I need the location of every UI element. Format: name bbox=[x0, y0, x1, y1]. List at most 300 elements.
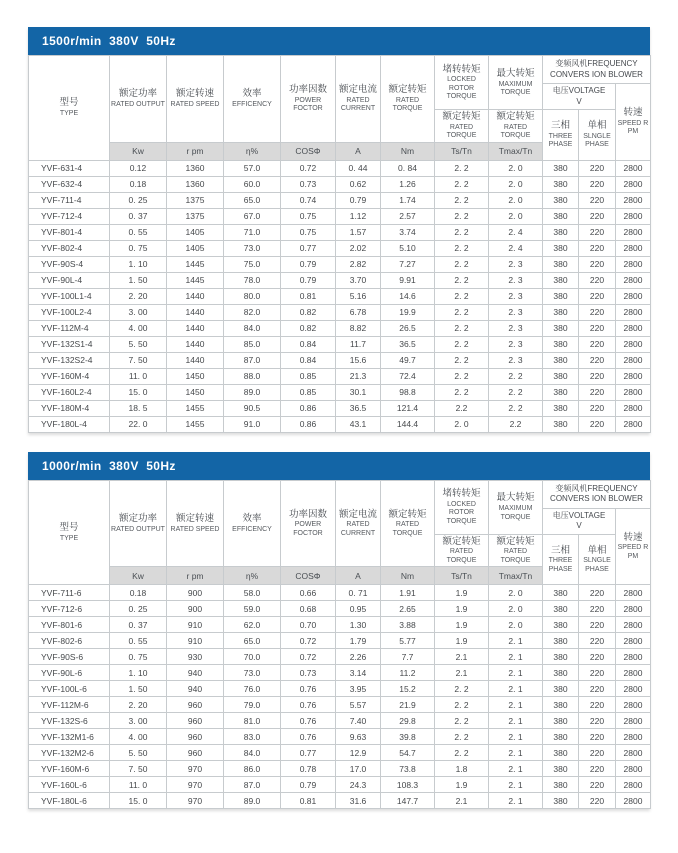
locked-sub-en: RATED TORQUE bbox=[446, 123, 477, 140]
cell-rated-output: 4. 00 bbox=[110, 729, 167, 745]
cell-power-factor: 0.81 bbox=[281, 793, 336, 809]
col-header-locked-rotor-torque bbox=[435, 480, 489, 534]
cell-type: YVF-132S2-4 bbox=[29, 352, 110, 368]
unit-nm: Nm bbox=[381, 567, 435, 585]
cell-rated-output: 0. 37 bbox=[110, 617, 167, 633]
col-header-rated-output-cn: 额定功率 bbox=[118, 512, 157, 524]
table-row bbox=[29, 160, 651, 176]
cell-rated-current: 31.6 bbox=[336, 793, 381, 809]
unit-nm: Nm bbox=[381, 142, 435, 160]
col-header-efficiency-cn: 效率 bbox=[242, 88, 262, 100]
cell-rated-torque: 121.4 bbox=[381, 400, 435, 416]
cell-voltage-single-phase: 220 bbox=[579, 681, 616, 697]
cell-rated-speed: 910 bbox=[167, 617, 224, 633]
cell-rated-output: 11. 0 bbox=[110, 368, 167, 384]
cell-type: YVF-712-6 bbox=[29, 601, 110, 617]
cell-power-factor: 0.84 bbox=[281, 336, 336, 352]
cell-blower-speed: 2800 bbox=[616, 633, 651, 649]
cell-rated-torque: 9.91 bbox=[381, 272, 435, 288]
col-header-power-factor-en: POWER FOCTOR bbox=[293, 521, 323, 537]
col-header-type bbox=[29, 480, 110, 585]
cell-rated-current: 0. 71 bbox=[336, 585, 381, 601]
table-row bbox=[29, 729, 651, 745]
three-phase-en: THREE PHASE bbox=[548, 557, 573, 573]
table-row bbox=[29, 416, 651, 432]
cell-blower-speed: 2800 bbox=[616, 681, 651, 697]
cell-ts-tn: 2. 2 bbox=[435, 176, 489, 192]
cell-voltage-single-phase: 220 bbox=[579, 617, 616, 633]
cell-rated-output: 0.18 bbox=[110, 176, 167, 192]
table-row bbox=[29, 681, 651, 697]
cell-power-factor: 0.85 bbox=[281, 384, 336, 400]
unit-cos-phi: COSΦ bbox=[281, 567, 336, 585]
cell-voltage-three-phase: 380 bbox=[543, 416, 579, 432]
col-header-efficiency bbox=[224, 480, 281, 567]
cell-blower-speed: 2800 bbox=[616, 272, 651, 288]
cell-type: YVF-132S-6 bbox=[29, 713, 110, 729]
col-header-rated-speed-cn: 额定转速 bbox=[175, 512, 214, 524]
unit-kw: Kw bbox=[110, 567, 167, 585]
cell-type: YVF-160L-6 bbox=[29, 777, 110, 793]
cell-rated-current: 9.63 bbox=[336, 729, 381, 745]
cell-rated-torque: 21.9 bbox=[381, 697, 435, 713]
col-header-single-phase bbox=[579, 110, 616, 161]
col-header-voltage bbox=[543, 84, 616, 110]
cell-rated-output: 1. 50 bbox=[110, 272, 167, 288]
cell-rated-output: 15. 0 bbox=[110, 793, 167, 809]
unit-cos-phi: COSΦ bbox=[281, 142, 336, 160]
cell-rated-output: 4. 00 bbox=[110, 320, 167, 336]
cell-ts-tn: 2. 2 bbox=[435, 697, 489, 713]
cell-rated-current: 0.79 bbox=[336, 192, 381, 208]
cell-tmax-tn: 2. 0 bbox=[489, 160, 543, 176]
table-row bbox=[29, 585, 651, 601]
cell-type: YVF-90L-4 bbox=[29, 272, 110, 288]
col-header-blower-speed bbox=[616, 84, 651, 161]
col-header-rated-current bbox=[336, 480, 381, 567]
col-header-locked-rotor-torque bbox=[435, 56, 489, 110]
cell-voltage-three-phase: 380 bbox=[543, 633, 579, 649]
table-row bbox=[29, 617, 651, 633]
cell-efficiency: 85.0 bbox=[224, 336, 281, 352]
cell-voltage-three-phase: 380 bbox=[543, 585, 579, 601]
cell-ts-tn: 2. 2 bbox=[435, 256, 489, 272]
col-header-three-phase bbox=[543, 534, 579, 585]
cell-blower-speed: 2800 bbox=[616, 176, 651, 192]
cell-ts-tn: 2. 2 bbox=[435, 272, 489, 288]
unit-rpm: r pm bbox=[167, 567, 224, 585]
cell-voltage-single-phase: 220 bbox=[579, 761, 616, 777]
locked-sub-cn: 额定转矩 bbox=[442, 111, 481, 122]
cell-rated-torque: 14.6 bbox=[381, 288, 435, 304]
voltage-header-line1: 电压VOLTAGE bbox=[552, 86, 606, 96]
cell-ts-tn: 2. 2 bbox=[435, 352, 489, 368]
cell-type: YVF-711-6 bbox=[29, 585, 110, 601]
col-header-rated-speed-en: RATED SPEED bbox=[170, 101, 220, 108]
table-row bbox=[29, 761, 651, 777]
cell-efficiency: 82.0 bbox=[224, 304, 281, 320]
col-header-maximum-cn: 最大转矩 bbox=[496, 67, 535, 79]
cell-rated-speed: 1360 bbox=[167, 176, 224, 192]
cell-type: YVF-132M1-6 bbox=[29, 729, 110, 745]
cell-rated-speed: 970 bbox=[167, 777, 224, 793]
cell-power-factor: 0.84 bbox=[281, 352, 336, 368]
cell-blower-speed: 2800 bbox=[616, 224, 651, 240]
cell-ts-tn: 2. 0 bbox=[435, 416, 489, 432]
unit-efficiency: η% bbox=[224, 142, 281, 160]
cell-rated-current: 0.95 bbox=[336, 601, 381, 617]
cell-voltage-single-phase: 220 bbox=[579, 745, 616, 761]
cell-efficiency: 57.0 bbox=[224, 160, 281, 176]
col-header-frequency-blower bbox=[543, 56, 651, 84]
col-header-type bbox=[29, 56, 110, 161]
cell-rated-torque: 3.74 bbox=[381, 224, 435, 240]
cell-rated-output: 7. 50 bbox=[110, 761, 167, 777]
spec-table bbox=[28, 480, 651, 810]
cell-rated-output: 0. 55 bbox=[110, 224, 167, 240]
cell-type: YVF-180L-6 bbox=[29, 793, 110, 809]
cell-efficiency: 80.0 bbox=[224, 288, 281, 304]
cell-blower-speed: 2800 bbox=[616, 601, 651, 617]
col-header-rated-speed-cn: 额定转速 bbox=[175, 88, 214, 100]
table-row bbox=[29, 192, 651, 208]
cell-rated-speed: 960 bbox=[167, 745, 224, 761]
cell-ts-tn: 1.9 bbox=[435, 777, 489, 793]
cell-voltage-three-phase: 380 bbox=[543, 729, 579, 745]
cell-rated-current: 0. 44 bbox=[336, 160, 381, 176]
cell-rated-speed: 960 bbox=[167, 729, 224, 745]
col-header-frequency-blower bbox=[543, 480, 651, 508]
col-header-locked-rotor-cn: 堵转转矩 bbox=[442, 63, 481, 75]
table-row bbox=[29, 368, 651, 384]
cell-rated-torque: 39.8 bbox=[381, 729, 435, 745]
cell-blower-speed: 2800 bbox=[616, 416, 651, 432]
cell-ts-tn: 2. 2 bbox=[435, 208, 489, 224]
cell-rated-speed: 940 bbox=[167, 681, 224, 697]
cell-rated-torque: 5.77 bbox=[381, 633, 435, 649]
cell-efficiency: 89.0 bbox=[224, 793, 281, 809]
cell-rated-torque: 19.9 bbox=[381, 304, 435, 320]
cell-voltage-single-phase: 220 bbox=[579, 240, 616, 256]
cell-tmax-tn: 2. 0 bbox=[489, 176, 543, 192]
cell-power-factor: 0.74 bbox=[281, 192, 336, 208]
cell-tmax-tn: 2. 1 bbox=[489, 729, 543, 745]
col-header-rated-torque-cn: 额定转矩 bbox=[388, 84, 427, 95]
cell-type: YVF-90S-6 bbox=[29, 649, 110, 665]
cell-tmax-tn: 2. 0 bbox=[489, 208, 543, 224]
col-header-power-factor bbox=[281, 480, 336, 567]
cell-efficiency: 91.0 bbox=[224, 416, 281, 432]
col-header-rated-output bbox=[110, 480, 167, 567]
cell-blower-speed: 2800 bbox=[616, 320, 651, 336]
col-header-single-phase bbox=[579, 534, 616, 585]
col-subheader-max-rated-torque bbox=[489, 110, 543, 143]
table-row bbox=[29, 697, 651, 713]
cell-ts-tn: 2. 2 bbox=[435, 745, 489, 761]
cell-efficiency: 83.0 bbox=[224, 729, 281, 745]
cell-ts-tn: 2.1 bbox=[435, 649, 489, 665]
table-row bbox=[29, 633, 651, 649]
table-row bbox=[29, 400, 651, 416]
cell-rated-speed: 970 bbox=[167, 761, 224, 777]
cell-rated-speed: 960 bbox=[167, 697, 224, 713]
locked-sub-cn: 额定转矩 bbox=[442, 535, 481, 547]
cell-voltage-single-phase: 220 bbox=[579, 256, 616, 272]
spec-table bbox=[28, 55, 651, 433]
cell-rated-output: 5. 50 bbox=[110, 745, 167, 761]
table-row bbox=[29, 601, 651, 617]
cell-efficiency: 65.0 bbox=[224, 192, 281, 208]
cell-rated-speed: 1375 bbox=[167, 208, 224, 224]
table-row bbox=[29, 256, 651, 272]
cell-voltage-three-phase: 380 bbox=[543, 224, 579, 240]
cell-rated-torque: 5.10 bbox=[381, 240, 435, 256]
cell-ts-tn: 2. 2 bbox=[435, 729, 489, 745]
cell-blower-speed: 2800 bbox=[616, 777, 651, 793]
cell-ts-tn: 2. 2 bbox=[435, 224, 489, 240]
cell-tmax-tn: 2. 1 bbox=[489, 793, 543, 809]
col-header-rated-torque-cn: 额定转矩 bbox=[388, 508, 427, 520]
cell-voltage-single-phase: 220 bbox=[579, 176, 616, 192]
cell-voltage-single-phase: 220 bbox=[579, 384, 616, 400]
cell-tmax-tn: 2. 1 bbox=[489, 745, 543, 761]
cell-rated-current: 3.95 bbox=[336, 681, 381, 697]
cell-ts-tn: 2. 2 bbox=[435, 681, 489, 697]
cell-rated-torque: 147.7 bbox=[381, 793, 435, 809]
col-header-rated-torque bbox=[381, 480, 435, 567]
cell-type: YVF-100L1-4 bbox=[29, 288, 110, 304]
cell-ts-tn: 2. 2 bbox=[435, 713, 489, 729]
table-row bbox=[29, 384, 651, 400]
cell-rated-speed: 940 bbox=[167, 665, 224, 681]
max-sub-en: RATED TORQUE bbox=[500, 548, 531, 564]
cell-rated-speed: 960 bbox=[167, 713, 224, 729]
cell-blower-speed: 2800 bbox=[616, 304, 651, 320]
cell-rated-current: 12.9 bbox=[336, 745, 381, 761]
cell-rated-output: 0. 37 bbox=[110, 208, 167, 224]
unit-tmax-tn: Tmax/Tn bbox=[489, 567, 543, 585]
cell-rated-torque: 7.7 bbox=[381, 649, 435, 665]
cell-ts-tn: 1.9 bbox=[435, 617, 489, 633]
cell-rated-torque: 2.65 bbox=[381, 601, 435, 617]
cell-type: YVF-802-6 bbox=[29, 633, 110, 649]
cell-rated-current: 17.0 bbox=[336, 761, 381, 777]
single-phase-cn: 单相 bbox=[587, 544, 607, 556]
cell-blower-speed: 2800 bbox=[616, 336, 651, 352]
unit-efficiency: η% bbox=[224, 567, 281, 585]
cell-type: YVF-712-4 bbox=[29, 208, 110, 224]
col-header-efficiency-cn: 效率 bbox=[242, 512, 262, 524]
cell-type: YVF-100L2-4 bbox=[29, 304, 110, 320]
cell-rated-speed: 1440 bbox=[167, 336, 224, 352]
cell-type: YVF-112M-6 bbox=[29, 697, 110, 713]
cell-blower-speed: 2800 bbox=[616, 240, 651, 256]
cell-power-factor: 0.66 bbox=[281, 585, 336, 601]
cell-rated-current: 8.82 bbox=[336, 320, 381, 336]
cell-voltage-three-phase: 380 bbox=[543, 240, 579, 256]
cell-power-factor: 0.76 bbox=[281, 729, 336, 745]
table-title-bar-1500: 1500r/min 380V 50Hz bbox=[28, 27, 650, 55]
cell-rated-current: 6.78 bbox=[336, 304, 381, 320]
blower-speed-en: SPEED R PM bbox=[617, 544, 649, 560]
cell-power-factor: 0.79 bbox=[281, 272, 336, 288]
col-header-rated-current-en: RATED CURRENT bbox=[340, 521, 376, 537]
col-header-blower-speed bbox=[616, 508, 651, 585]
cell-ts-tn: 2. 2 bbox=[435, 304, 489, 320]
cell-rated-current: 5.57 bbox=[336, 697, 381, 713]
single-phase-cn: 单相 bbox=[587, 120, 607, 131]
cell-ts-tn: 2. 2 bbox=[435, 336, 489, 352]
cell-efficiency: 78.0 bbox=[224, 272, 281, 288]
cell-rated-output: 2. 20 bbox=[110, 697, 167, 713]
cell-rated-output: 0. 55 bbox=[110, 633, 167, 649]
three-phase-cn: 三相 bbox=[550, 544, 570, 556]
cell-type: YVF-160M-6 bbox=[29, 761, 110, 777]
cell-efficiency: 90.5 bbox=[224, 400, 281, 416]
cell-rated-current: 43.1 bbox=[336, 416, 381, 432]
cell-voltage-three-phase: 380 bbox=[543, 208, 579, 224]
col-header-power-factor-cn: 功率因数 bbox=[288, 84, 327, 95]
cell-type: YVF-132M2-6 bbox=[29, 745, 110, 761]
cell-tmax-tn: 2.2 bbox=[489, 416, 543, 432]
cell-ts-tn: 1.9 bbox=[435, 633, 489, 649]
col-header-rated-output-en: RATED OUTPUT bbox=[111, 101, 165, 108]
cell-rated-output: 2. 20 bbox=[110, 288, 167, 304]
cell-tmax-tn: 2. 1 bbox=[489, 713, 543, 729]
cell-voltage-three-phase: 380 bbox=[543, 368, 579, 384]
table-header bbox=[29, 56, 651, 161]
cell-rated-current: 3.70 bbox=[336, 272, 381, 288]
cell-type: YVF-801-4 bbox=[29, 224, 110, 240]
cell-blower-speed: 2800 bbox=[616, 793, 651, 809]
cell-blower-speed: 2800 bbox=[616, 384, 651, 400]
cell-voltage-single-phase: 220 bbox=[579, 713, 616, 729]
cell-rated-speed: 1440 bbox=[167, 352, 224, 368]
single-phase-en: SLNGLE PHASE bbox=[583, 132, 611, 149]
cell-power-factor: 0.72 bbox=[281, 633, 336, 649]
max-sub-en: RATED TORQUE bbox=[500, 123, 531, 140]
cell-rated-output: 18. 5 bbox=[110, 400, 167, 416]
table-row bbox=[29, 745, 651, 761]
cell-rated-speed: 1405 bbox=[167, 224, 224, 240]
cell-rated-output: 3. 00 bbox=[110, 304, 167, 320]
blower-speed-cn: 转速 bbox=[623, 531, 643, 543]
cell-voltage-three-phase: 380 bbox=[543, 160, 579, 176]
cell-rated-current: 1.57 bbox=[336, 224, 381, 240]
cell-rated-speed: 1450 bbox=[167, 368, 224, 384]
cell-voltage-three-phase: 380 bbox=[543, 649, 579, 665]
cell-blower-speed: 2800 bbox=[616, 649, 651, 665]
table-row bbox=[29, 272, 651, 288]
cell-rated-output: 1. 50 bbox=[110, 681, 167, 697]
cell-voltage-three-phase: 380 bbox=[543, 384, 579, 400]
cell-voltage-single-phase: 220 bbox=[579, 288, 616, 304]
cell-ts-tn: 2.1 bbox=[435, 793, 489, 809]
cell-voltage-three-phase: 380 bbox=[543, 272, 579, 288]
table-row bbox=[29, 176, 651, 192]
cell-voltage-single-phase: 220 bbox=[579, 352, 616, 368]
cell-rated-speed: 1440 bbox=[167, 304, 224, 320]
cell-rated-speed: 1445 bbox=[167, 256, 224, 272]
cell-rated-speed: 970 bbox=[167, 793, 224, 809]
cell-power-factor: 0.75 bbox=[281, 208, 336, 224]
cell-voltage-three-phase: 380 bbox=[543, 713, 579, 729]
cell-type: YVF-90L-6 bbox=[29, 665, 110, 681]
cell-rated-current: 5.16 bbox=[336, 288, 381, 304]
voltage-header-line2: V bbox=[576, 96, 582, 106]
col-header-rated-torque-en: RATED TORQUE bbox=[392, 96, 423, 113]
table-row bbox=[29, 304, 651, 320]
cell-tmax-tn: 2. 2 bbox=[489, 368, 543, 384]
cell-rated-torque: 1.91 bbox=[381, 585, 435, 601]
cell-voltage-three-phase: 380 bbox=[543, 336, 579, 352]
cell-ts-tn: 2. 2 bbox=[435, 160, 489, 176]
cell-rated-current: 2.26 bbox=[336, 649, 381, 665]
cell-tmax-tn: 2. 1 bbox=[489, 777, 543, 793]
unit-tmax-tn: Tmax/Tn bbox=[489, 142, 543, 160]
cell-rated-current: 0.62 bbox=[336, 176, 381, 192]
cell-efficiency: 71.0 bbox=[224, 224, 281, 240]
cell-efficiency: 62.0 bbox=[224, 617, 281, 633]
cell-power-factor: 0.76 bbox=[281, 681, 336, 697]
cell-efficiency: 88.0 bbox=[224, 368, 281, 384]
table-row bbox=[29, 240, 651, 256]
col-header-locked-rotor-en: LOCKED ROTOR TORQUE bbox=[446, 500, 477, 525]
cell-ts-tn: 1.8 bbox=[435, 761, 489, 777]
cell-rated-output: 0.18 bbox=[110, 585, 167, 601]
cell-power-factor: 0.77 bbox=[281, 240, 336, 256]
cell-power-factor: 0.81 bbox=[281, 288, 336, 304]
cell-rated-output: 22. 0 bbox=[110, 416, 167, 432]
col-header-power-factor-en: POWER FOCTOR bbox=[293, 96, 323, 113]
cell-rated-speed: 900 bbox=[167, 585, 224, 601]
cell-type: YVF-90S-4 bbox=[29, 256, 110, 272]
table-body bbox=[29, 160, 651, 432]
cell-rated-output: 15. 0 bbox=[110, 384, 167, 400]
col-header-efficiency-en: EFFICENCY bbox=[232, 525, 272, 533]
cell-voltage-three-phase: 380 bbox=[543, 745, 579, 761]
cell-type: YVF-180L-4 bbox=[29, 416, 110, 432]
cell-efficiency: 84.0 bbox=[224, 745, 281, 761]
cell-voltage-three-phase: 380 bbox=[543, 601, 579, 617]
cell-tmax-tn: 2. 1 bbox=[489, 649, 543, 665]
cell-voltage-three-phase: 380 bbox=[543, 256, 579, 272]
cell-rated-torque: 54.7 bbox=[381, 745, 435, 761]
cell-tmax-tn: 2. 3 bbox=[489, 272, 543, 288]
cell-blower-speed: 2800 bbox=[616, 745, 651, 761]
cell-type: YVF-160L2-4 bbox=[29, 384, 110, 400]
cell-rated-current: 2.82 bbox=[336, 256, 381, 272]
table-row bbox=[29, 665, 651, 681]
cell-rated-torque: 7.27 bbox=[381, 256, 435, 272]
cell-tmax-tn: 2. 1 bbox=[489, 681, 543, 697]
table-title-bar-1000: 1000r/min 380V 50Hz bbox=[28, 452, 650, 480]
cell-blower-speed: 2800 bbox=[616, 352, 651, 368]
cell-type: YVF-112M-4 bbox=[29, 320, 110, 336]
cell-type: YVF-132S1-4 bbox=[29, 336, 110, 352]
table-row bbox=[29, 208, 651, 224]
locked-sub-en: RATED TORQUE bbox=[446, 548, 477, 564]
cell-efficiency: 84.0 bbox=[224, 320, 281, 336]
cell-ts-tn: 2.2 bbox=[435, 400, 489, 416]
cell-rated-output: 11. 0 bbox=[110, 777, 167, 793]
col-header-type-en: TYPE bbox=[59, 110, 79, 117]
cell-efficiency: 86.0 bbox=[224, 761, 281, 777]
cell-voltage-three-phase: 380 bbox=[543, 320, 579, 336]
col-header-maximum-en: MAXIMUM TORQUE bbox=[498, 80, 533, 96]
cell-voltage-three-phase: 380 bbox=[543, 176, 579, 192]
cell-voltage-single-phase: 220 bbox=[579, 665, 616, 681]
